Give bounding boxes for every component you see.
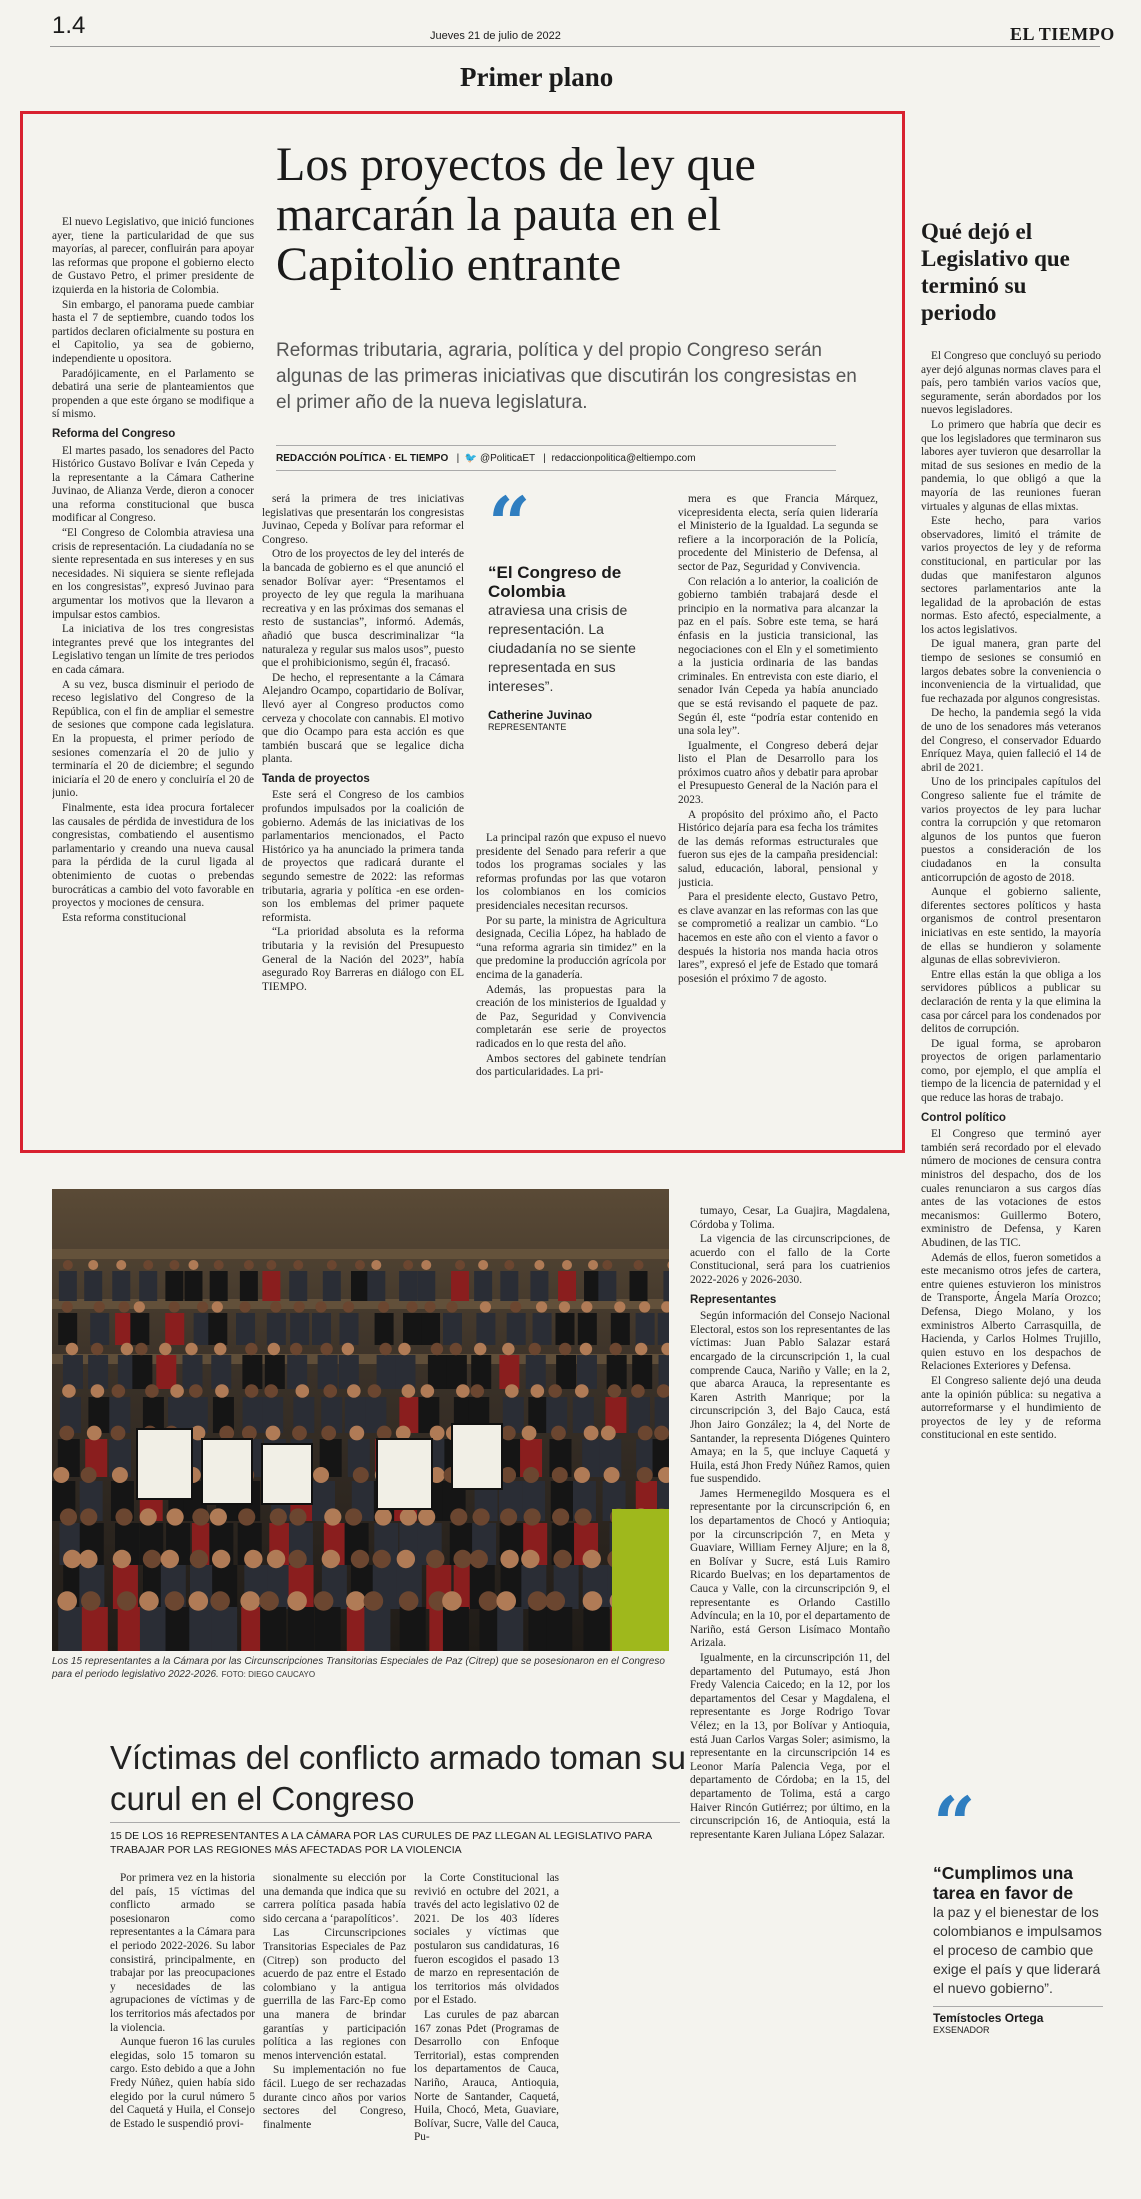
paragraph: Otro de los proyectos de ley del interés de la bancada de gobierno es el que anunció el senador Bolívar ayer: “Presentamos el proyecto de ley que regula la marihuana recreativa y en las próximas dos semanas el resto de sustancias”, informó. Además, añadió que busca descriminalizar “la naturaleza y regular sus malos usos”, puesto que el prohibicionismo, según él, fracasó. (262, 548, 464, 670)
paragraph: mera es que Francia Márquez, vicepresidenta electa, sería quien lideraría el Ministerio de la Igualdad. La segunda se refiere a la incorporación de la Policía, procedente del Ministerio de Defensa, al sector de Paz, Seguridad y Convivencia. (678, 493, 878, 573)
main-column-3 (476, 832, 666, 1148)
paragraph: “El Congreso de Colombia atraviesa una crisis de representación. La ciudadanía no se siente representada en sus intereses y en sus necesidades. Ni siquiera se siente reflejada en los congresistas”, expresó Juvinao para argumentar los motivos que la llevaron a impulsar estos cambios. (52, 527, 254, 621)
sidebar-column (921, 350, 1101, 1770)
main-column-1 (52, 216, 254, 1146)
paragraph: A propósito del próximo año, el Pacto Histórico dejaría para esa fecha los trámites de las demás reformas estructurales que fueron sus ejes de la campaña presidencial: salud, educación, laboral, pensional y justicia. (678, 808, 878, 889)
paragraph: El Congreso saliente dejó una deuda ante la opinión pública: su negativa a autorreformarse y el hundimiento de proyectos de ley y de reforma constitucional en este sentido. (921, 1374, 1101, 1442)
paragraph: sionalmente su elección por una demanda que indica que su carrera política pasada había sido cercana a ‘parapolíticos’. (263, 1872, 406, 1925)
twitter-icon: 🐦 (464, 453, 478, 464)
sidebar-headline: Qué dejó el Legislativo que terminó su periodo (921, 219, 1070, 325)
quote-author: Temístocles Ortega (933, 2006, 1103, 2025)
paragraph: Su implementación no fue fácil. Luego de ser rechazadas durante cinco años por varios sectores del Congreso, finalmente (263, 2064, 406, 2131)
paragraph: Ambos sectores del gabinete tendrían dos particularidades. La pri- (476, 1052, 666, 1079)
main-column-4 (678, 493, 878, 1148)
paragraph: De igual manera, gran parte del tiempo de sesiones se consumió en largos debates sobre la conveniencia o inconveniencia de la virtualidad, que fue rechazada por algunos congresistas. (921, 638, 1101, 705)
paragraph: Las curules de paz abarcan 167 zonas Pdet (Programas de Desarrollo con Enfoque Territorial), estas comprenden los departamentos de Cauca, Nariño, Arauca, Antioquia, Norte de Santander, Caquetá, Huila, Chocó, Meta, Guaviare, Bolívar, Sucre, Valle del Cauca, Pu- (414, 2008, 559, 2144)
paragraph: “La prioridad absoluta es la reforma tributaria y la revisión del Presupuesto General de la Nación del 2023”, había asegurado Roy Barreras en diálogo con EL TIEMPO. (262, 926, 464, 993)
paragraph: Además de ellos, fueron sometidos a este mecanismo otros jefes de cartera, entre quienes estuvieron los ministros de Transporte, Ángela María Orozco; Defensa, Diego Molano, y los exministros Alberto Carrasquilla, de Hacienda, y Carlos Holmes Trujillo, quien estuvo en los despachos de Relaciones Exteriores y Defensa. (921, 1251, 1101, 1373)
email: redaccionpolitica@eltiempo.com (551, 453, 696, 464)
paragraph: tumayo, Cesar, La Guajira, Magdalena, Córdoba y Tolima. (690, 1205, 890, 1231)
quote-mark-icon: “ (488, 482, 531, 568)
paragraph: Aunque fueron 16 las curules elegidas, solo 15 tomaron su cargo. Esto debido a que a John Fredy Núñez, quien había sido elegido por la curul número 5 del Caquetá y Huila, el Consejo de Estado le suspendió provi- (110, 2036, 255, 2130)
paragraph: Con relación a lo anterior, la coalición de gobierno también trabajará desde el principio en la normativa para alcanzar la paz en el país. Sobre este tema, se hará énfasis en la justicia transicional, las negociaciones con el Eln y el sometimiento a la justicia ordinaria de las bandas criminales. En entrevista con este diario, el senador Iván Cepeda ya había anunciado que se está revisando el paquete de paz. Según él, este “podría estar contenido en una sola ley”. (678, 575, 878, 738)
paragraph: Por primera vez en la historia del país, 15 víctimas del conflicto armado se posesionaron como representantes a la Cámara para el periodo 2022-2026. Su labor consistirá, principalmente, en trabajar por las preocupaciones y necesidades de las agrupaciones de víctimas y de los territorios más afectados por la violencia. (110, 1872, 255, 2034)
photo-credit: FOTO: DIEGO CAUCAYO (221, 1670, 316, 1679)
paragraph: A su vez, busca disminuir el periodo de receso legislativo del Congreso de la República, con el fin de ampliar el semestre de sesiones que compone cada legislatura. En la propuesta, el primer período de sesiones comenzaría el 20 de julio y terminaría el 20 de diciembre; el segundo iniciaría el 20 de enero y concluiría el 20 de junio. (52, 678, 254, 800)
second-column-1 (110, 1872, 255, 2177)
twitter-handle: @PoliticaET (479, 453, 535, 464)
paragraph: El Congreso que concluyó su periodo ayer dejó algunas normas claves para el país, pero también varios vacíos que, seguramente, serán abordados por los nuevos legisladores. (921, 350, 1101, 417)
subhead: Control político (921, 1111, 1006, 1124)
paragraph: James Hermenegildo Mosquera es el representante por la circunscripción 6, en los departamentos de Chocó y Antioquia; por la circunscripción 7, en Meta y Guaviare, William Ferney Aljure; en la 8, en Bolívar y Sucre, está Luis Ramiro Ricardo Buelvas; en los departamentos de Cauca y Valle, con la circunscripción 9, el representante es Orlando Castillo Advíncula; en la 10, por el departamento de Nariño, está Gerson Lisímaco Montaño Arizala. (690, 1487, 890, 1650)
subhead: Reforma del Congreso (52, 427, 176, 440)
paragraph: La iniciativa de los tres congresistas integrantes prevé que los integrantes del Legislativo tengan un límite de tres periodos en cada cámara. (52, 623, 254, 676)
paragraph: Este será el Congreso de los cambios profundos impulsados por la coalición de gobierno. Además de las iniciativas de los parlamentarios mencionados, el Pacto Histórico ya ha anunciado la primera tanda de proyectos que radicará durante el segundo semestre de 2022: las reformas tributaria, agraria y política -en ese orden- son los emblemas del primer paquete reformista. (262, 789, 464, 924)
quote-author: Catherine Juvinao (488, 708, 593, 722)
paragraph: De igual forma, se aprobaron proyectos de origen parlamentario como, por ejemplo, el que amplía el tiempo de la licencia de paternidad y el que reduce las horas de trabajo. (921, 1037, 1101, 1105)
paragraph: la Corte Constitucional las revivió en octubre del 2021, a través del acto legislativo 02 de 2021. De los 403 líderes sociales y víctimas que postularon sus candidaturas, 16 fueron escogidos el pasado 13 de marzo en representación de los territorios más olvidados por el Estado. (414, 1872, 559, 2007)
paragraph: Uno de los principales capítulos del Congreso saliente fue el trámite de varios proyectos de ley para luchar contra la corrupción y que retomaron algunos de los puntos que fueron puestos a consideración de los ciudadanos en la consulta anticorrupción de agosto de 2018. (921, 776, 1101, 884)
quote-body: la paz y el bienestar de los colombianos e impulsamos el proceso de cambio que exige el país y que liderará el nuevo gobierno”. (933, 1904, 1102, 1996)
page-number: 1.4 (52, 12, 86, 39)
section-title: Primer plano (460, 62, 614, 92)
paragraph: El martes pasado, los senadores del Pacto Histórico Gustavo Bolívar e Iván Cepeda y la representante a la Cámara Catherine Juvinao, de Alianza Verde, dieron a conocer una reforma constitucional que busca modificar al Congreso. (52, 444, 254, 525)
subhead: Representantes (690, 1293, 777, 1306)
second-column-3 (414, 1872, 559, 2177)
brand-logo: EL TIEMPO (1010, 24, 1115, 44)
quote-body: atraviesa una crisis de representación. La ciudadanía no se siente representada en sus intereses”. (488, 602, 636, 694)
paragraph: Las Circunscripciones Transitorias Especiales de Paz (Citrep) son producto del acuerdo de paz entre el Estado colombiano y la antigua guerrilla de las Farc-Ep como una manera de brindar garantías y participación política a las regiones con menos intervención estatal. (263, 1927, 406, 2062)
date: Jueves 21 de julio de 2022 (430, 30, 561, 42)
paragraph: Lo primero que habría que decir es que los legisladores que terminaron sus labores ayer tuvieron que desarrollar la mitad de sus sesiones en medio de la pandemia, lo que obligó a que la mayoría de las reuniones fueran virtuales y algunas de ellas mixtas. (921, 418, 1101, 513)
paragraph: Para el presidente electo, Gustavo Petro, es clave avanzar en las reformas con las que se comprometió a realizar un cambio. “Lo hacemos en este año con el viento a favor o después la historia nos manda hacia otros lares”, expresó el jefe de Estado que tomará posesión el próximo 7 de agosto. (678, 891, 878, 985)
paragraph: Según información del Consejo Nacional Electoral, estos son los representantes de las víctimas: Juan Pablo Salazar estará encargado de la circunscripción 1, la cual comprende Cauca, Nariño y Valle; en la 2, que abarca Arauca, la representante es Karen Astrith Manrique; por la circunscripción 3, del Bajo Cauca, está Jhon Jairo González; la 4, del Norte de Santander, la representa Diógenes Quintero Amaya; en la 5, que incluye Caquetá y Huila, está Jhon Fredy Núñez Ramos, quien fue suspendido. (690, 1310, 890, 1486)
subhead: Tanda de proyectos (262, 772, 370, 785)
paragraph: De hecho, la pandemia segó la vida de uno de los senadores más veteranos del Congreso, el conservador Eduardo Enríquez Maya, quien falleció el 14 de abril de 2021. (921, 707, 1101, 774)
paragraph: Además, las propuestas para la creación de los ministerios de Igualdad y de Paz, Seguridad y Convivencia completarán ese serie de proyectos radicados en lo que resta del año. (476, 983, 666, 1050)
paragraph: Por su parte, la ministra de Agricultura designada, Cecilia López, ha hablado de “una reforma agraria sin timidez” en la que predomine la producción agrícola por encima de la ganadería. (476, 914, 666, 981)
main-deck: Reformas tributaria, agraria, política y del propio Congreso serán algunas de las primeras iniciativas que discutirán los congresistas en el primer año de la nueva legislatura. (276, 340, 857, 413)
paragraph: La vigencia de las circunscripciones, de acuerdo con el fallo de la Corte Constitucional, será para los cuatrienios 2022-2026 y 2026-2030. (690, 1233, 890, 1286)
paragraph: De hecho, el representante a la Cámara Alejandro Ocampo, copartidario de Bolívar, llevó ayer al Congreso productos como cerveza y chocolate con cannabis. El motivo que dio Ocampo para esta acción es que también buscará que se legalice dicha planta. (262, 671, 464, 766)
quote-role: REPRESENTANTE (488, 722, 567, 732)
byline-bar: REDACCIÓN POLÍTICA · EL TIEMPO | 🐦 @PoliticaET | redaccionpolitica@eltiempo.com (276, 445, 836, 471)
caption-text: Los 15 representantes a la Cámara por las Circunscripciones Transitorias Especiales de Paz (Citrep) que se posesionaron en el Congreso para el periodo legislativo 2022-2026. (52, 1656, 665, 1680)
main-column-2 (262, 493, 464, 1148)
second-deck: 15 DE LOS 16 REPRESENTANTES A LA CÁMARA POR LAS CURULES DE PAZ LLEGAN AL LEGISLATIVO PARA TRABAJAR POR LAS REGIONES MÁS AFECTADAS POR LA VIOLENCIA (110, 1822, 680, 1857)
quote-mark-icon: “ (933, 1782, 976, 1868)
main-headline: Los proyectos de ley que marcarán la pauta en el Capitolio entrante (276, 138, 756, 291)
paragraph: será la primera de tres iniciativas legislativas que presentarán los congresistas Juvinao, Cepeda y Bolívar para reformar el Congreso. (262, 493, 464, 546)
photo-caption (52, 1655, 672, 1681)
byline: REDACCIÓN POLÍTICA · EL TIEMPO (276, 453, 449, 464)
paragraph: Finalmente, esta idea procura fortalecer las causales de pérdida de investidura de los congresistas, combatiendo el ausentismo parlamentario y creando una nueva causal para la pérdida de la curul ligada al obtenimiento de cuotas o prebendas burocráticas a cambio del voto favorable en proyectos y mociones de censura. (52, 801, 254, 910)
paragraph: Este hecho, para varios observadores, limitó el trámite de varios proyectos de ley y de reforma constitucional, en particular por las dudas que manifestaron algunos sectores parlamentarios ante la legalidad de la aprobación de estas normas. Esto afectó, especialmente, a los actos legislativos. (921, 515, 1101, 636)
paragraph: Entre ellas están la que obliga a los servidores públicos a publicar su declaración de renta y la que elimina la casa por cárcel para los condenados por delitos de corrupción. (921, 968, 1101, 1036)
photo-illustration (52, 1189, 669, 1651)
paragraph: Esta reforma constitucional (62, 911, 187, 924)
paragraph: El nuevo Legislativo, que inició funciones ayer, tiene la particularidad de que sus mayorías, al parecer, confluirán para apoyar las reformas que propone el gobierno electo de Gustavo Petro, el primer presidente de izquierda en la historia de Colombia. (52, 216, 254, 296)
paragraph: La principal razón que expuso el nuevo presidente del Senado para referir a que todos los programas sociales y las reformas profundas por las que votaron los colombianos en los comicios presidenciales necesitan recursos. (476, 832, 666, 912)
second-column-4 (690, 1205, 890, 2177)
quote-title: “El Congreso de Colombia (488, 563, 622, 601)
paragraph: Sin embargo, el panorama puede cambiar hasta el 7 de septiembre, cuando todos los partidos declaren oficialmente su postura en el Capitolio, ya sea de gobierno, independiente u opositora. (52, 298, 254, 365)
paragraph: Igualmente, en la circunscripción 11, del departamento del Putumayo, está Jhon Fredy Valencia Caicedo; en la 12, por los departamentos del Cesar y Magdalena, el representante es Jorge Rodrigo Tovar Vélez; en la 13, por Bolívar y Antioquia, está Juan Carlos Vargas Soler; asimismo, la representante en la circunscripción 14 es Leonor María Palencia Vega, por el departamento de Córdoba; en la 15, del departamento de Tolima, está a cargo Haiver Rincón Gutiérrez; por último, en la circunscripción 16, de Antioquia, está la representante Karen Juliana López Salazar. (690, 1652, 890, 1841)
pull-quote-juvinao (488, 482, 653, 732)
paragraph: Paradójicamente, en el Parlamento se debatirá una serie de planteamientos que propenden a que este órgano se modifique a sí mismo. (52, 367, 254, 421)
second-headline: Víctimas del conflicto armado toman su curul en el Congreso (110, 1739, 686, 1817)
quote-role: EXSENADOR (933, 2025, 990, 2035)
paragraph: Igualmente, el Congreso deberá dejar listo el Plan de Desarrollo para los próximos cuatro años y debatir para aprobar el Presupuesto General de la Nación para el 2023. (678, 739, 878, 807)
header-rule (50, 46, 1100, 47)
pull-quote-ortega (933, 1782, 1103, 2035)
second-column-2 (263, 1872, 406, 2177)
quote-title: “Cumplimos una tarea en favor de (933, 1863, 1074, 1903)
paragraph: El Congreso que terminó ayer también será recordado por el elevado número de mociones de censura contra ministros del despacho, dos de los cuales renunciaron a sus cargos días antes de las votaciones de estos mecanismos: Guillermo Botero, exministro de Defensa, y Karen Abudinen, de las TIC. (921, 1128, 1101, 1249)
congress-photo (52, 1189, 669, 1651)
paragraph: Aunque el gobierno saliente, diferentes sectores políticos y hasta organismos de control presentaron iniciativas en este sentido, la mayoría de ellas se hundieron y solamente algunas de ellas sobrevivieron. (921, 886, 1101, 967)
